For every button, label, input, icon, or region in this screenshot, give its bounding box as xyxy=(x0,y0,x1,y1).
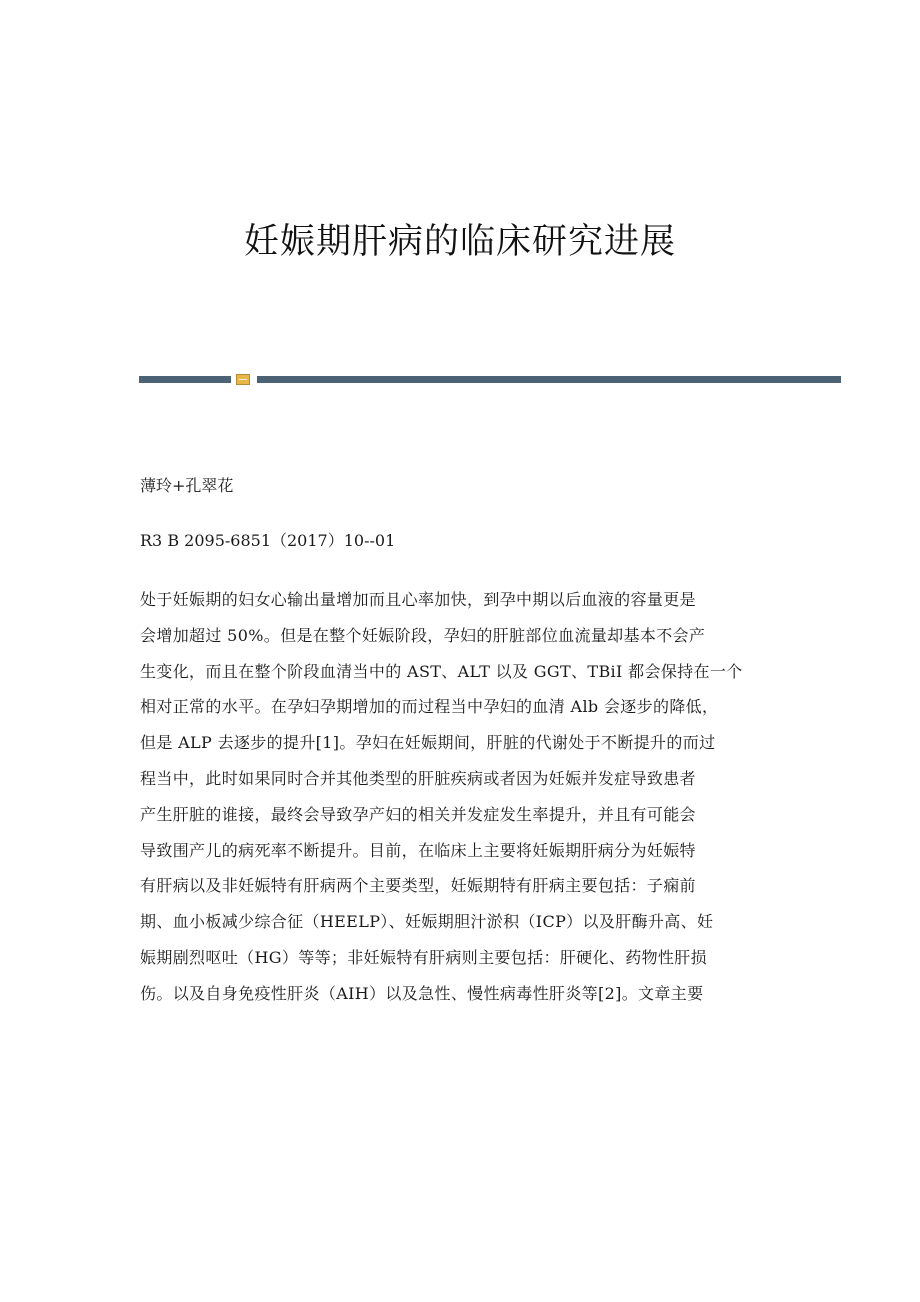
page-title: 妊娠期肝病的临床研究进展 xyxy=(243,222,676,262)
body-line: 导致围产儿的病死率不断提升。目前，在临床上主要将妊娠期肝病分为妊娠特 xyxy=(140,840,696,860)
body-line: 相对正常的水平。在孕妇孕期增加的而过程当中孕妇的血清 Alb 会逐步的降低， xyxy=(140,697,719,717)
body-line: 期、血小板减少综合征（HEELP）、妊娠期胆汁淤积（ICP）以及肝酶升高、妊 xyxy=(140,912,714,932)
divider-bar-right xyxy=(257,376,841,383)
divider-ornament-icon xyxy=(236,374,250,385)
body-line: 程当中，此时如果同时合并其他类型的肝脏疾病或者因为妊娠并发症导致患者 xyxy=(140,768,696,788)
body-line: 处于妊娠期的妇女心输出量增加而且心率加快，到孕中期以后血液的容量更是 xyxy=(140,590,696,609)
body-line: 但是 ALP 去逐步的提升[1]。孕妇在妊娠期间，肝脏的代谢处于不断提升的而过 xyxy=(140,733,716,753)
divider-bar-left xyxy=(139,376,231,383)
title-divider xyxy=(139,374,841,386)
body-line: 会增加超过 50%。但是在整个妊娠阶段，孕妇的肝脏部位血流量却基本不会产 xyxy=(140,625,706,645)
classification-code: R3 B 2095-6851（2017）10--01 xyxy=(140,531,396,550)
authors: 薄玲+孔翠花 xyxy=(140,476,234,495)
body-line: 有肝病以及非妊娠特有肝病两个主要类型，妊娠期特有肝病主要包括：子痫前 xyxy=(140,876,696,896)
body-line: 产生肝脏的谁接，最终会导致孕产妇的相关并发症发生率提升，并且有可能会 xyxy=(140,804,696,824)
body-line: 伤。以及自身免疫性肝炎（AIH）以及急性、慢性病毒性肝炎等[2]。文章主要 xyxy=(140,983,704,1003)
body-paragraph xyxy=(140,582,780,1012)
body-line: 娠期剧烈呕吐（HG）等等；非妊娠特有肝病则主要包括：肝硬化、药物性肝损 xyxy=(140,947,707,967)
body-line: 生变化，而且在整个阶段血清当中的 AST、ALT 以及 GGT、TBiI 都会保持在一个 xyxy=(140,661,743,681)
